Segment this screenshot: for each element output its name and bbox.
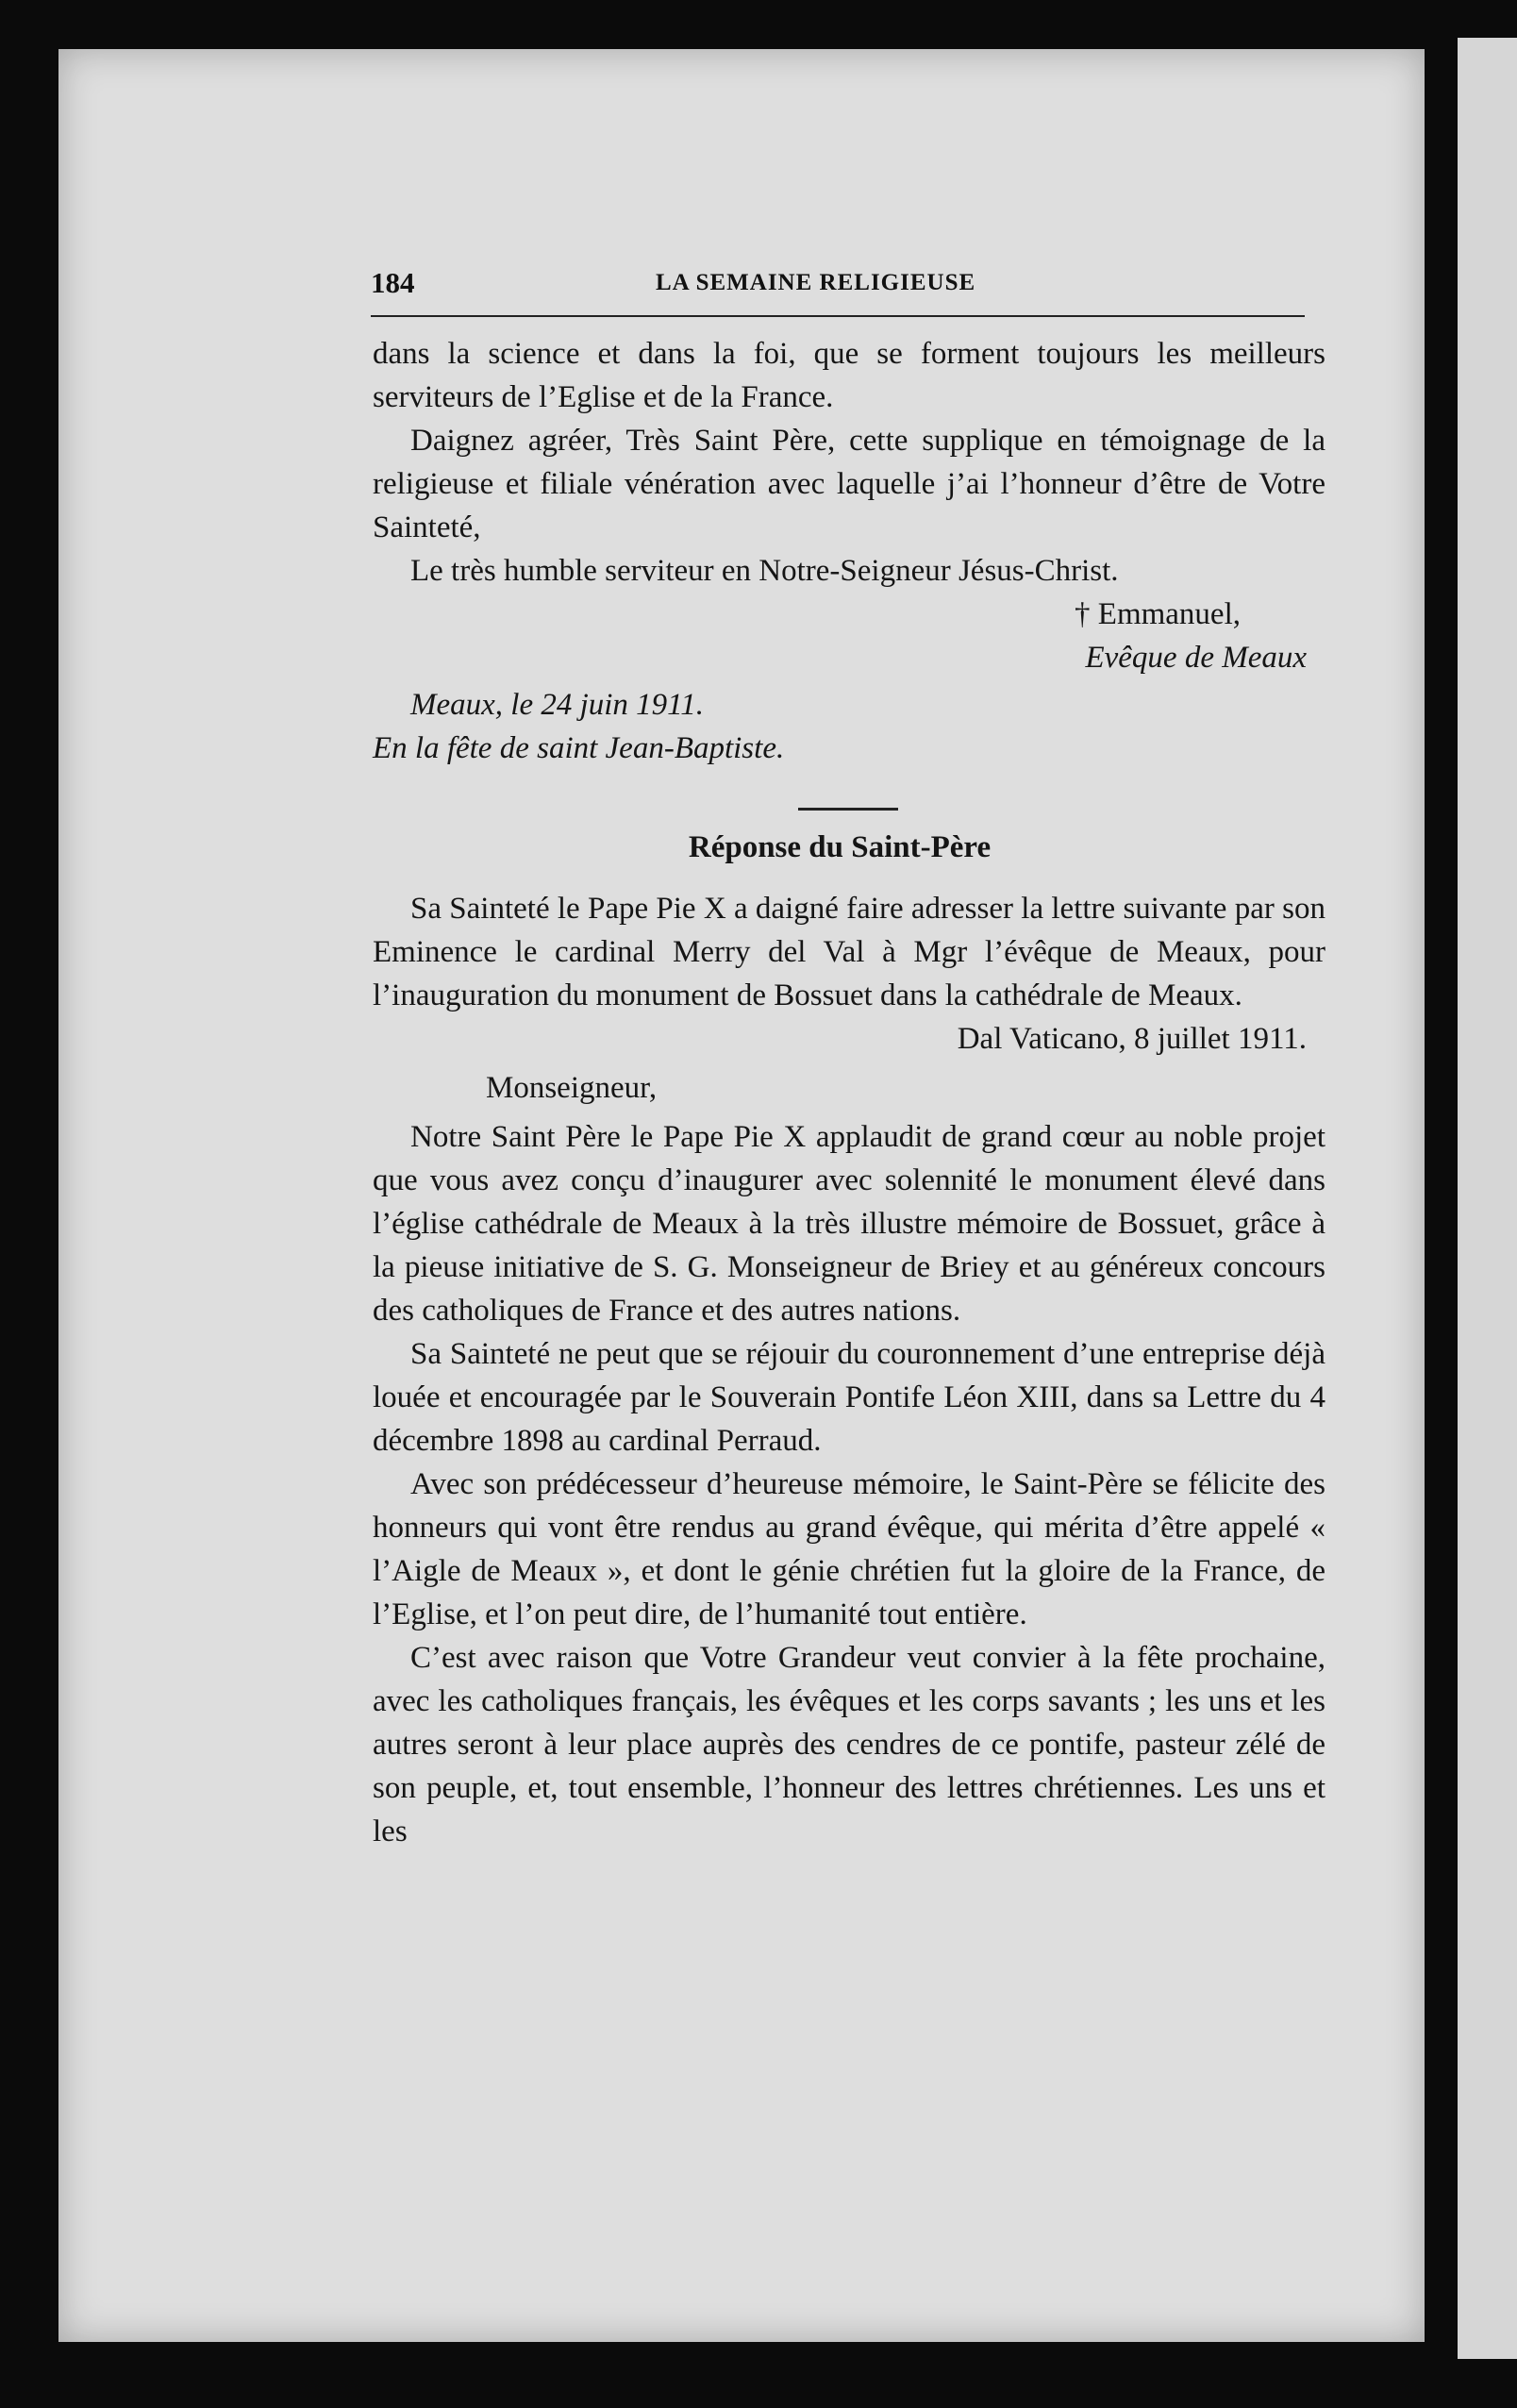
response-paragraph-3: Avec son prédécesseur d’heureuse mémoire, le Saint-Père se félicite des honneurs qui vont être rendus au grand évêque, qui mérita d’être appelé « l’Aigle de Meaux », et dont le génie chrétien fut la gloire de la France, de l’Eglise, et l’on peut dire, de l’humanité tout entière.: [373, 1467, 1325, 1631]
response-paragraph-1: Notre Saint Père le Pape Pie X applaudit de grand cœur au noble projet que vous avez conçu d’inaugurer avec solennité le monument élevé dans l’église cathédrale de Meaux à la très illustre mémoire de Bossuet, grâce à la pieuse initiative de S. G. Monseigneur de Briey et au généreux concours des catholiques de France et des autres nations.: [373, 1120, 1325, 1328]
letter-paragraph-1: dans la science et dans la foi, que se forment toujours les meilleurs serviteurs de l’Eglise et de la France.: [373, 337, 1325, 414]
adjacent-page-edge: [1458, 38, 1517, 2359]
signature-title: Evêque de Meaux: [1085, 641, 1307, 675]
salutation: Monseigneur,: [486, 1071, 658, 1105]
letter-block: [373, 332, 1325, 770]
running-title: LA SEMAINE RELIGIEUSE: [656, 270, 976, 295]
signature-name: † Emmanuel,: [1075, 597, 1241, 631]
letter-closing: Le très humble serviteur en Notre-Seigneur Jésus-Christ.: [410, 554, 1119, 588]
dateline: Dal Vaticano, 8 juillet 1911.: [957, 1022, 1307, 1056]
response-paragraph-2: Sa Sainteté ne peut que se réjouir du couronnement d’une entreprise déjà louée et encouragée par le Souverain Pontife Léon XIII, dans sa Lettre du 4 décembre 1898 au cardinal Perraud.: [373, 1337, 1325, 1458]
feast-line: En la fête de saint Jean-Baptiste.: [373, 731, 785, 765]
response-block: [373, 887, 1325, 1853]
header-rule: [371, 315, 1305, 317]
section-separator: [798, 808, 898, 811]
response-intro: Sa Sainteté le Pape Pie X a daigné faire adresser la lettre suivante par son Eminence le cardinal Merry del Val à Mgr l’évêque de Meaux, pour l’inauguration du monument de Bossuet dans la cathédrale de Meaux.: [373, 892, 1325, 1012]
letter-paragraph-2: Daignez agréer, Très Saint Père, cette supplique en témoignage de la religieuse et filiale vénération avec laquelle j’ai l’honneur d’être de Votre Sainteté,: [373, 424, 1325, 544]
place-date: Meaux, le 24 juin 1911.: [410, 688, 704, 722]
response-paragraph-4: C’est avec raison que Votre Grandeur veut convier à la fête prochaine, avec les catholiques français, les évêques et les corps savants ; les uns et les autres seront à leur place auprès des cendres de ce pontife, pasteur zélé de son peuple, et, tout ensemble, l’honneur des lettres chrétiennes. Les uns et les: [373, 1641, 1325, 1848]
page-header: [371, 266, 1305, 304]
section-title: Réponse du Saint-Père: [688, 830, 992, 864]
page-number: 184: [371, 266, 415, 299]
